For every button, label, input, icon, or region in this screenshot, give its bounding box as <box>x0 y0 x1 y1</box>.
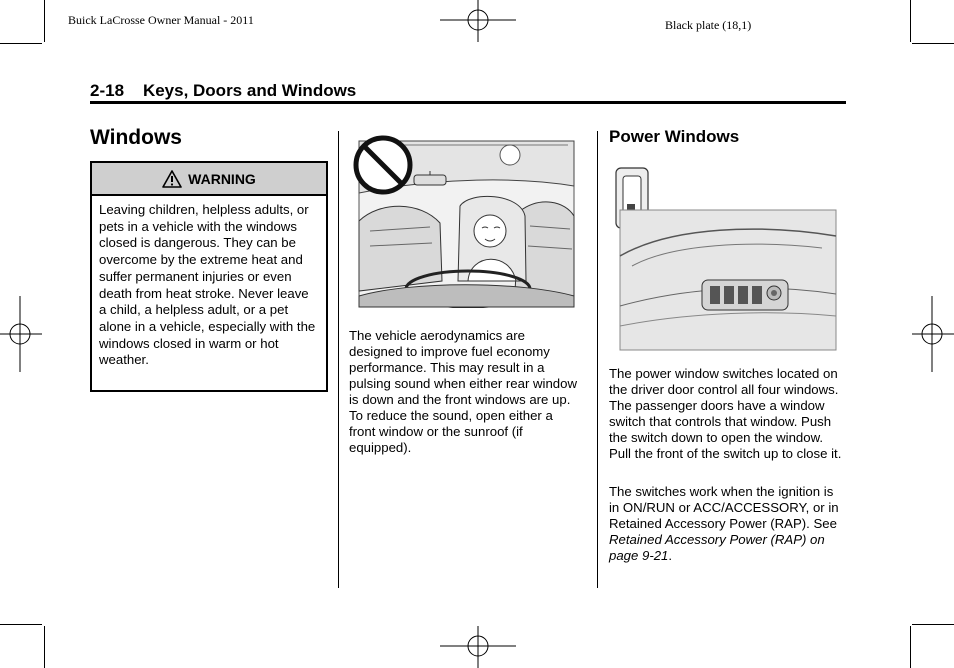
column-divider <box>338 131 339 588</box>
aerodynamics-paragraph: The vehicle aerodynamics are designed to improve fuel economy performance. This may result in a pulsing sound when either rear window is down and the front windows are up. To reduce the sound, open either a front window or the sunroof (if equipped). <box>349 328 577 455</box>
registration-mark-bottom <box>440 626 516 668</box>
warning-text: Leaving children, helpless adults, or pets in a vehicle with the windows closed is dangerous. They can be overcome by the extreme heat and suffer permanent injuries or even death from heat stroke. Never leave a child, a helpless adult, or a pet alone in a vehicle, especially with the windows closed in warm or hot weather. <box>99 202 316 368</box>
section-rule <box>90 101 846 104</box>
manual-title: Buick LaCrosse Owner Manual - 2011 <box>68 13 254 27</box>
warning-box <box>90 161 328 392</box>
windows-heading: Windows <box>90 126 182 149</box>
column-divider <box>597 131 598 588</box>
power-windows-heading: Power Windows <box>609 127 740 146</box>
plate-label: Black plate (18,1) <box>665 18 752 32</box>
warning-label: WARNING <box>188 170 256 187</box>
warning-header <box>92 163 326 196</box>
registration-mark-top <box>440 0 516 44</box>
child-in-car-illustration <box>350 131 575 308</box>
section-header <box>90 81 356 101</box>
registration-mark-right <box>910 296 954 372</box>
power-windows-paragraph-1: The power window switches located on the driver door control all four windows. The passenger doors have a window switch that controls that window. Push the switch down to open the window. Pull the front of the switch up to close it. <box>609 366 842 461</box>
section-number: 2-18 <box>90 81 125 100</box>
registration-mark-left <box>0 296 44 372</box>
rap-intro-text: The switches work when the ignition is in ON/RUN or ACC/ACCESSORY, or in Retained Accessory Power (RAP). See <box>609 484 839 531</box>
rap-cross-reference[interactable]: Retained Accessory Power (RAP) on page 9-21 <box>609 532 825 563</box>
door-switch-illustration <box>612 166 838 352</box>
warning-icon <box>162 170 182 188</box>
power-windows-paragraph-2 <box>609 484 845 564</box>
rap-end-text: . <box>668 548 673 563</box>
section-title: Keys, Doors and Windows <box>142 81 357 100</box>
